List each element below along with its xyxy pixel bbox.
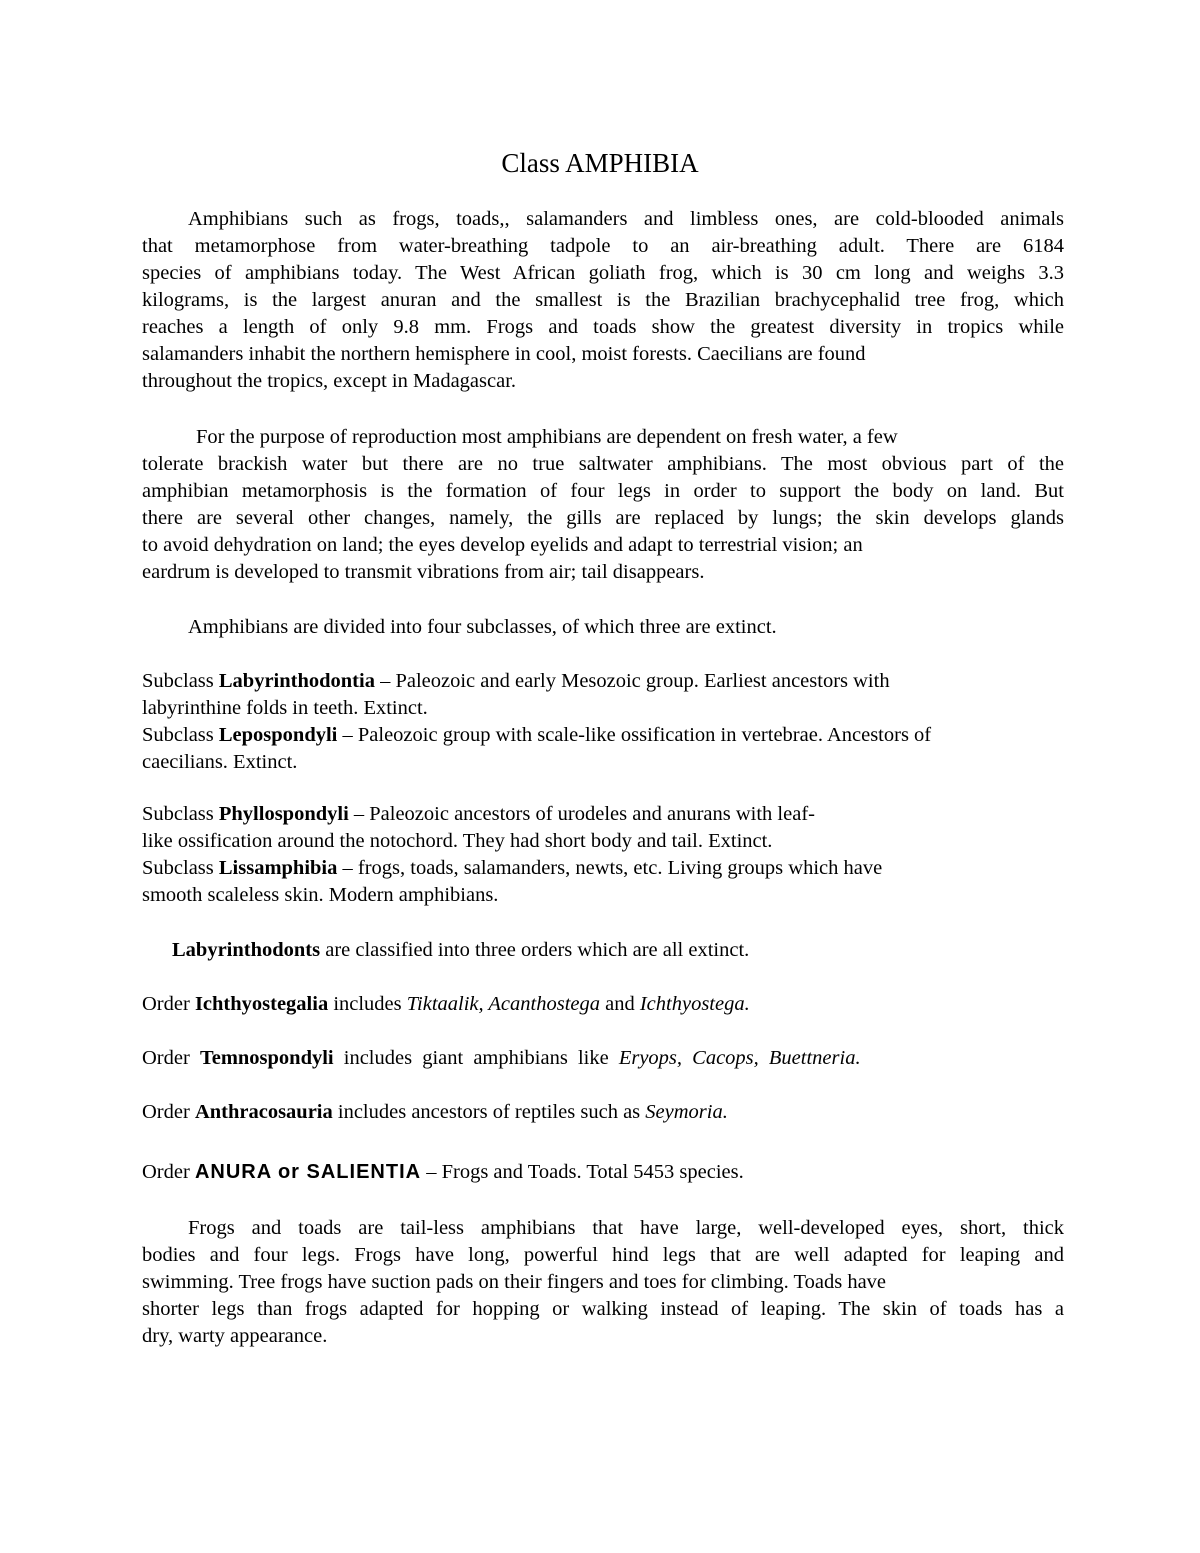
- page-title: Class AMPHIBIA: [501, 148, 699, 178]
- subclass-entry: [142, 801, 1064, 828]
- intro-line: throughout the tropics, except in Madagascar.: [142, 370, 517, 392]
- subclasses-intro-text: Amphibians are divided into four subclasses, of which three are extinct.: [188, 616, 777, 638]
- order-entry: [142, 991, 1064, 1018]
- order-prefix: Order: [142, 993, 195, 1015]
- order-line: [142, 1045, 1064, 1072]
- reproduction-line: there are several other changes, namely, the gills are replaced by lungs; the skin develops glands: [142, 507, 1064, 529]
- order-text: – Frogs and Toads. Total 5453 species.: [421, 1161, 744, 1183]
- labyrinthodonts-statement: [142, 937, 1064, 964]
- order-prefix: Order: [142, 1047, 200, 1069]
- subclass-description: – Paleozoic and early Mesozoic group. Earliest ancestors with: [374, 670, 890, 692]
- intro-line: Amphibians such as frogs, toads,, salamanders and limbless ones, are cold-blooded animals: [188, 208, 1064, 230]
- intro-line: that metamorphose from water-breathing tadpole to an air-breathing adult. There are 6184: [142, 235, 1064, 257]
- intro-line: species of amphibians today. The West African goliath frog, which is 30 cm long and weighs 3.3: [142, 262, 1064, 284]
- subclass-prefix: Subclass: [142, 803, 219, 825]
- subclass-name: Lissamphibia: [218, 857, 338, 879]
- frogs-line: bodies and four legs. Frogs have long, powerful hind legs that are well adapted for leaping and: [142, 1244, 1064, 1266]
- subclass-block: [142, 668, 1064, 776]
- labyrinthodonts-name: Labyrinthodonts: [172, 939, 321, 961]
- subclass-entry: [142, 855, 1064, 882]
- reproduction-line: amphibian metamorphosis is the formation of four legs in order to support the body on land. But: [142, 480, 1064, 502]
- frogs-line: Frogs and toads are tail-less amphibians that have large, well-developed eyes, short, thick: [188, 1217, 1064, 1239]
- subclass-description: – Paleozoic group with scale-like ossification in vertebrae. Ancestors of: [337, 724, 932, 746]
- order-name: Ichthyostegalia: [194, 993, 329, 1015]
- intro-line: reaches a length of only 9.8 mm. Frogs and toads show the greatest diversity in tropics while: [142, 316, 1064, 338]
- order-line: [142, 1159, 1064, 1186]
- subclass-block: [142, 801, 1064, 909]
- subclass-entry: [142, 722, 1064, 749]
- subclass-description-continued: like ossification around the notochord. They had short body and tail. Extinct.: [142, 830, 773, 852]
- subclass-description-continued: smooth scaleless skin. Modern amphibians.: [142, 884, 499, 906]
- order-line: [142, 1099, 1064, 1126]
- order-line: [142, 991, 1064, 1018]
- order-text: and: [599, 993, 640, 1015]
- order-genera: Seymoria.: [645, 1101, 728, 1123]
- labyrinthodonts-line: [142, 937, 1064, 964]
- order-text: includes: [328, 993, 407, 1015]
- subclass-name: Lepospondyli: [218, 724, 338, 746]
- order-name: Temnospondyli: [199, 1047, 334, 1069]
- order-anura-entry: [142, 1159, 1064, 1186]
- order-genera: Ichthyostega.: [639, 993, 750, 1015]
- order-prefix: Order: [142, 1101, 195, 1123]
- reproduction-line: to avoid dehydration on land; the eyes develop eyelids and adapt to terrestrial vision; an: [142, 534, 863, 556]
- frogs-paragraph: [142, 1215, 1064, 1350]
- subclass-entry: [142, 668, 1064, 695]
- frogs-line: dry, warty appearance.: [142, 1325, 328, 1347]
- subclass-prefix: Subclass: [142, 857, 219, 879]
- subclass-name: Labyrinthodontia: [218, 670, 375, 692]
- order-genera: Tiktaalik, Acanthostega: [406, 993, 600, 1015]
- frogs-line: swimming. Tree frogs have suction pads on their fingers and toes for climbing. Toads have: [142, 1271, 887, 1293]
- subclass-description-continued: caecilians. Extinct.: [142, 751, 298, 773]
- intro-line: salamanders inhabit the northern hemisphere in cool, moist forests. Caecilians are found: [142, 343, 866, 365]
- order-text: includes giant amphibians like: [333, 1047, 619, 1069]
- subclass-description: – frogs, toads, salamanders, newts, etc. Living groups which have: [337, 857, 883, 879]
- order-entry: [142, 1045, 1064, 1072]
- reproduction-line: For the purpose of reproduction most amphibians are dependent on fresh water, a few: [196, 426, 898, 448]
- reproduction-paragraph: [142, 424, 1064, 586]
- subclass-prefix: Subclass: [142, 724, 219, 746]
- subclass-name: Phyllospondyli: [218, 803, 349, 825]
- reproduction-line: eardrum is developed to transmit vibrations from air; tail disappears.: [142, 561, 705, 583]
- order-genera: Eryops, Cacops, Buettneria.: [618, 1047, 861, 1069]
- order-name: ANURA or SALIENTIA: [194, 1161, 422, 1183]
- subclass-prefix: Subclass: [142, 670, 219, 692]
- order-name: Anthracosauria: [194, 1101, 333, 1123]
- intro-paragraph: [142, 206, 1064, 395]
- subclasses-intro: [142, 614, 1064, 641]
- order-prefix: Order: [142, 1161, 195, 1183]
- labyrinthodonts-text: are classified into three orders which are all extinct.: [320, 939, 750, 961]
- frogs-line: shorter legs than frogs adapted for hopping or walking instead of leaping. The skin of toads has a: [142, 1298, 1064, 1320]
- subclass-description: – Paleozoic ancestors of urodeles and anurans with leaf-: [348, 803, 815, 825]
- subclass-description-continued: labyrinthine folds in teeth. Extinct.: [142, 697, 428, 719]
- intro-line: kilograms, is the largest anuran and the smallest is the Brazilian brachycephalid tree frog, which: [142, 289, 1064, 311]
- order-entry: [142, 1099, 1064, 1126]
- order-text: includes ancestors of reptiles such as: [332, 1101, 646, 1123]
- reproduction-line: tolerate brackish water but there are no true saltwater amphibians. The most obvious part of the: [142, 453, 1064, 475]
